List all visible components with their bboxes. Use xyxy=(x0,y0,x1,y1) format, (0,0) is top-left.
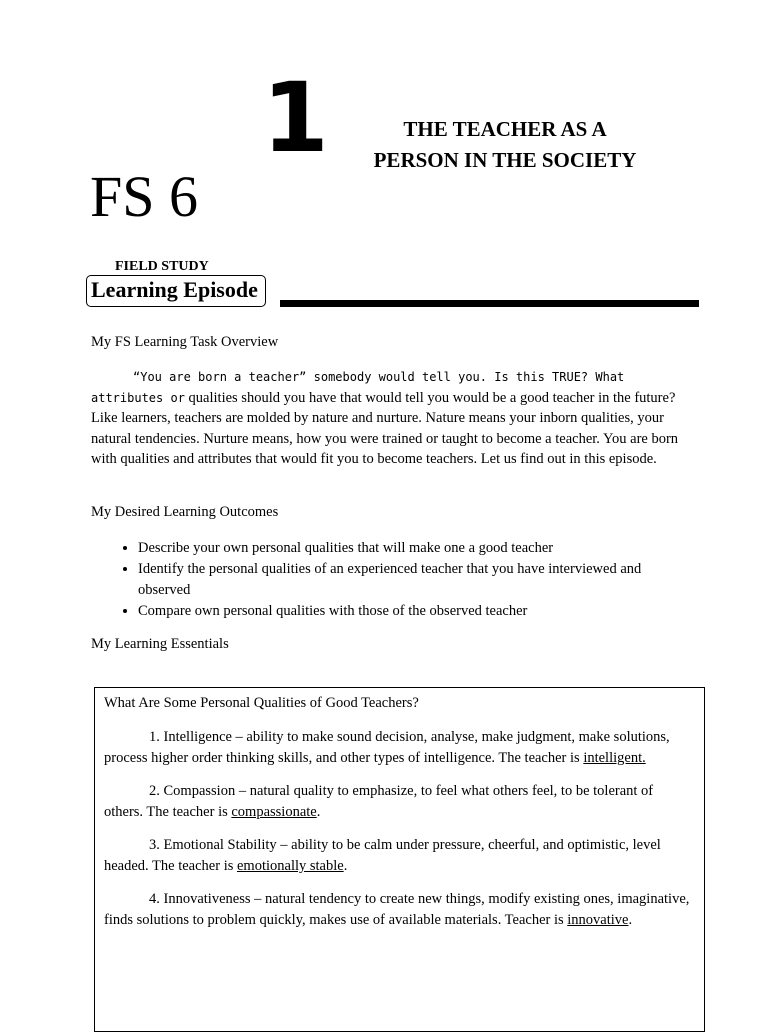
outcomes-list xyxy=(91,538,681,622)
qualities-box-title: What Are Some Personal Qualities of Good Teachers? xyxy=(104,695,419,711)
quality-text: 3. Emotional Stability – ability to be calm under pressure, cheerful, and optimistic, level headed. The teacher is xyxy=(104,837,661,874)
overview-paragraph-rest: qualities should you have that would tell you would be a good teacher in the future? Like learners, teachers are molded by nature and nurture. Nature means your inborn qualities, your natural tendencies. Nurture means, how you were trained or taught to become a teacher. You are born with qualities and attributes that would fit you to become teachers. Let us find out in this episode. xyxy=(91,389,679,467)
essentials-heading: My Learning Essentials xyxy=(91,636,229,652)
episode-number: 1 xyxy=(262,62,327,174)
quality-item xyxy=(104,781,695,823)
course-code: FS 6 xyxy=(90,164,199,229)
outcomes-heading: My Desired Learning Outcomes xyxy=(91,504,279,520)
overview-quote: “You are born a teacher” somebody would tell you. Is this TRUE? What attributes or xyxy=(91,370,625,405)
quality-item xyxy=(104,727,695,769)
quality-term: intelligent. xyxy=(583,750,646,766)
list-item: • Identify the personal qualities of an experienced teacher that you have interviewed and observed xyxy=(138,559,681,601)
quality-end: . xyxy=(316,804,321,820)
quality-text: 2. Compassion – natural quality to emphasize, to feel what others feel, to be tolerant of others. The teacher is xyxy=(104,783,654,820)
learning-episode-label: Learning Episode xyxy=(86,275,266,307)
header-rule xyxy=(280,300,699,307)
quality-term: innovative xyxy=(567,912,629,928)
quality-end: . xyxy=(343,858,348,874)
quality-item xyxy=(104,889,695,931)
quality-term: emotionally stable xyxy=(237,858,344,874)
quality-item xyxy=(104,835,695,877)
chapter-title xyxy=(350,114,660,176)
quality-text: 1. Intelligence – ability to make sound decision, analyse, make judgment, make solutions, process higher order thinking skills, and other types of intelligence. The teacher is xyxy=(104,729,670,766)
quality-end: . xyxy=(628,912,633,928)
list-item: • Describe your own personal qualities that will make one a good teacher xyxy=(138,538,681,559)
overview-paragraph xyxy=(91,367,681,470)
overview-heading: My FS Learning Task Overview xyxy=(91,334,279,350)
field-study-label: FIELD STUDY xyxy=(115,259,209,274)
quality-term: compassionate xyxy=(231,804,317,820)
quality-text: 4. Innovativeness – natural tendency to create new things, modify existing ones, imaginative, finds solutions to problem quickly, makes use of available materials. Teacher is xyxy=(104,891,690,928)
list-item: • Compare own personal qualities with those of the observed teacher xyxy=(138,601,681,622)
qualities-box xyxy=(94,687,705,1032)
chapter-title-line-2: PERSON IN THE SOCIETY xyxy=(373,148,637,172)
chapter-title-line-1: THE TEACHER AS A xyxy=(403,117,607,141)
